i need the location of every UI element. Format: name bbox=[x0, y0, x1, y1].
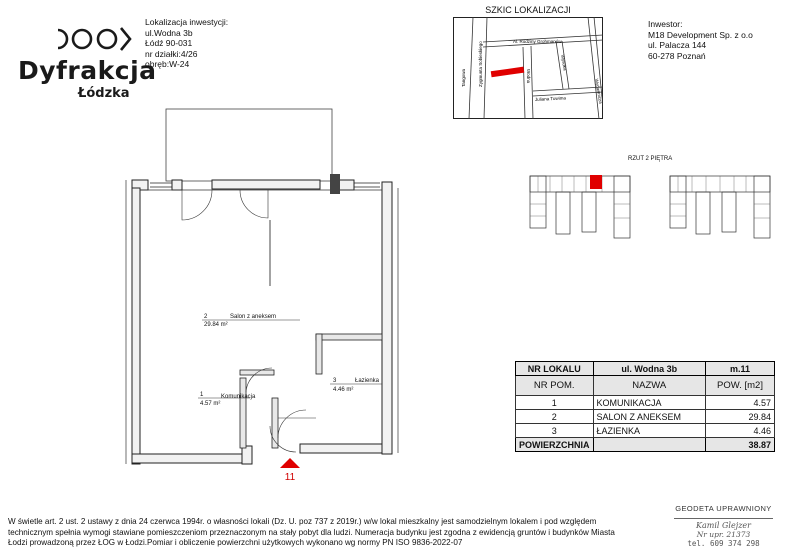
room-name-cell: KOMUNIKACJA bbox=[593, 396, 706, 410]
room-number: 2 bbox=[204, 314, 208, 320]
room-area-cell: 29.84 bbox=[706, 410, 775, 424]
location-line: Lokalizacja inwestycji: bbox=[145, 17, 229, 27]
investor-line: Inwestor: bbox=[648, 19, 683, 29]
table-row bbox=[516, 396, 775, 410]
location-line: obręb:W-24 bbox=[145, 59, 190, 69]
location-line: nr działki:4/26 bbox=[145, 48, 198, 59]
table-header-cell: NR LOKALU bbox=[516, 362, 594, 376]
entrance-marker-icon bbox=[280, 458, 300, 468]
room-no-cell: 1 bbox=[516, 396, 594, 410]
table-header-cell: ul. Wodna 3b bbox=[593, 362, 706, 376]
unit-number-label: 11 bbox=[284, 472, 296, 483]
table-row bbox=[516, 410, 775, 424]
room-name: Łazienka bbox=[355, 378, 380, 384]
location-info bbox=[145, 17, 228, 70]
room-name: Komunikacja bbox=[221, 394, 256, 400]
location-line: Łódź 90-031 bbox=[145, 38, 193, 48]
legal-note bbox=[8, 517, 658, 549]
street-label: Wysoka bbox=[560, 54, 568, 71]
total-spacer bbox=[593, 438, 706, 452]
stamp-name: Kamil Glejzer bbox=[696, 521, 751, 530]
street-label: Zygmunta Sobieskiego bbox=[478, 41, 483, 87]
room-area: 4.57 m² bbox=[200, 401, 221, 407]
surveyor-stamp bbox=[666, 504, 781, 548]
investor-line: ul. Palacza 144 bbox=[648, 40, 707, 50]
room-area: 4.46 m² bbox=[333, 387, 354, 393]
legal-line: technicznym spełnia wymogi stawiane pomieszczeniom przeznaczonym na stały pobyt dla ludzi. Numeracja budynku jest zgodna z ewidencją gruntów i budynków Miasta bbox=[8, 527, 615, 537]
location-line: ul.Wodna 3b bbox=[145, 27, 193, 38]
street-label: Tangowa bbox=[461, 68, 466, 87]
stamp-title: GEODETA UPRAWNIONY bbox=[675, 504, 772, 513]
room-name-cell: ŁAZIENKA bbox=[593, 424, 706, 438]
balcony-outline bbox=[166, 109, 332, 181]
pillar bbox=[330, 174, 340, 194]
investor-line: M18 Development Sp. z o.o bbox=[648, 29, 753, 40]
area-table bbox=[515, 361, 775, 452]
street-label: Wodna bbox=[526, 69, 531, 84]
logo-wordmark: Dyfrakcja bbox=[18, 56, 157, 85]
legal-line: W świetle art. 2 ust. 2 ustawy z dnia 24 czerwca 1994r. o własności lokali (Dz. U. poz 737 z 2019r.) w/w lokal mieszkalny jest samodzielnym lokalem i pod względem bbox=[8, 517, 597, 526]
legal-line: Łodzi prowadzoną przez ŁOG w Łodzi.Pomiar i obliczenie powierzchni użytkowych wykonano wg normy PN ISO 9836-2022-07 bbox=[8, 538, 463, 548]
logo-subtitle: Łódzka bbox=[78, 86, 130, 101]
room-number: 1 bbox=[200, 392, 204, 398]
total-label: POWIERZCHNIA bbox=[516, 438, 594, 452]
room-name-cell: SALON Z ANEKSEM bbox=[593, 410, 706, 424]
table-header-cell: m.11 bbox=[706, 362, 775, 376]
room-area-cell: 4.46 bbox=[706, 424, 775, 438]
room-area-cell: 4.57 bbox=[706, 396, 775, 410]
apartment-floor-plan bbox=[120, 108, 420, 498]
floor-overview-plan bbox=[522, 168, 784, 240]
floor-overview-title: RZUT 2 PIĘTRA bbox=[628, 156, 673, 162]
location-sketch bbox=[453, 17, 603, 119]
table-row bbox=[516, 424, 775, 438]
unit-highlight bbox=[590, 175, 602, 189]
room-no-cell: 3 bbox=[516, 424, 594, 438]
stamp-license: Nr upr. 21373 bbox=[696, 530, 751, 539]
stamp-phone: tel. 609 374 298 bbox=[687, 539, 760, 548]
column-header: NR POM. bbox=[516, 376, 594, 396]
sketch-title: SZKIC LOKALIZACJI bbox=[485, 5, 571, 15]
room-no-cell: 2 bbox=[516, 410, 594, 424]
column-header: POW. [m2] bbox=[706, 376, 775, 396]
total-value: 38.87 bbox=[706, 438, 775, 452]
logo-mark-icon bbox=[55, 22, 135, 56]
room-number: 3 bbox=[333, 378, 337, 384]
column-header: NAZWA bbox=[593, 376, 706, 396]
room-area: 29.84 m² bbox=[204, 322, 228, 328]
room-name: Salon z aneksem bbox=[230, 314, 277, 320]
street-label: Juliana Tuwima bbox=[534, 95, 567, 102]
street-label: Wydawnicza bbox=[594, 78, 603, 105]
investor-line: 60-278 Poznań bbox=[648, 50, 706, 61]
street-label: Al. Rodziny Grohmanów bbox=[513, 39, 562, 44]
investor-info bbox=[648, 19, 753, 61]
